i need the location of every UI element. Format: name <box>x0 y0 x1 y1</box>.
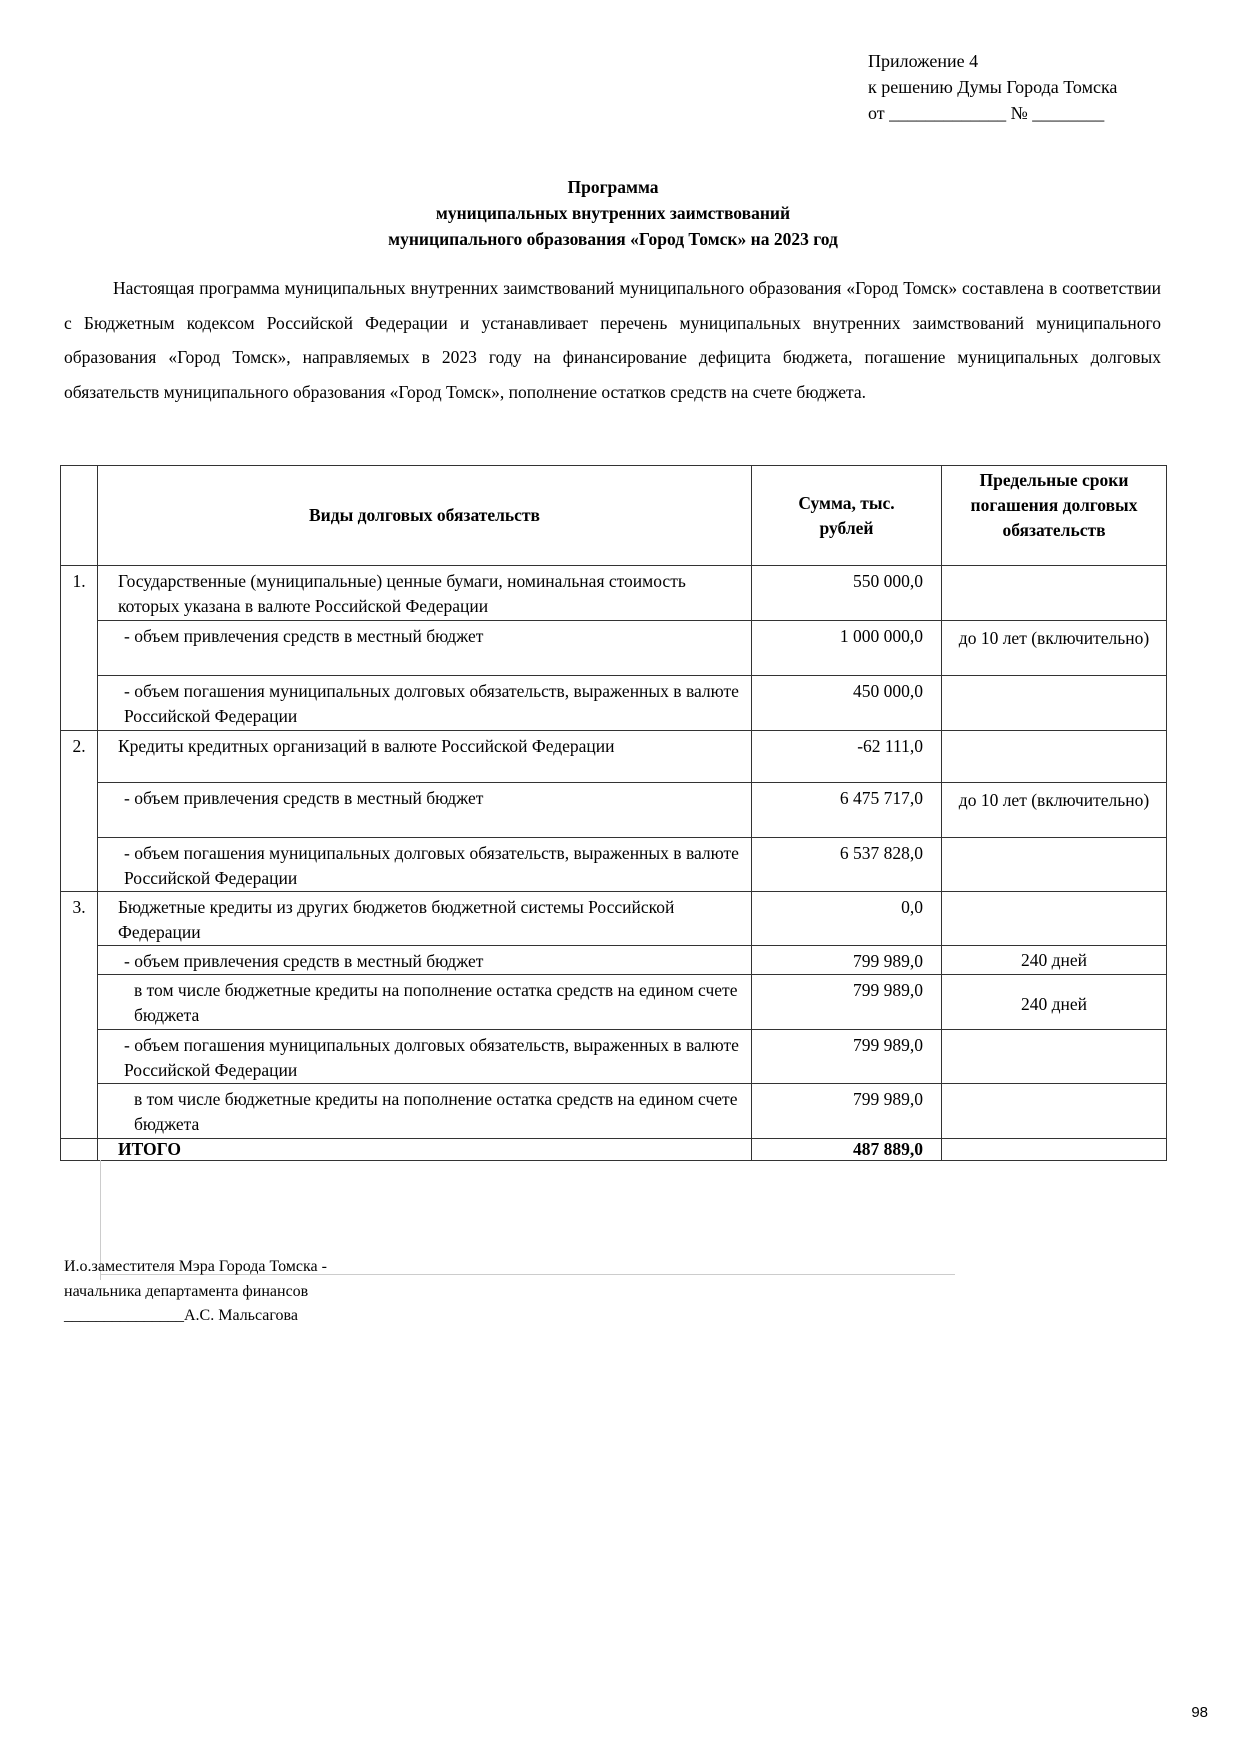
row-name: в том числе бюджетные кредиты на пополнение остатка средств на едином счете бюджета <box>98 975 752 1030</box>
row-term: до 10 лет (включительно) <box>942 783 1167 838</box>
row-name: - объем привлечения средств в местный бюджет <box>98 783 752 838</box>
table-row <box>61 783 1167 838</box>
row-sum: 550 000,0 <box>752 566 942 621</box>
row-term <box>942 676 1167 731</box>
appendix-date-number: от _____________ № ________ <box>868 103 1105 123</box>
page-number: 98 <box>1191 1704 1208 1721</box>
table-header-row <box>61 466 1167 566</box>
row-term: 240 дней <box>942 975 1167 1030</box>
row-term <box>942 731 1167 783</box>
appendix-decision: к решению Думы Города Томска <box>868 77 1118 97</box>
row-name: Государственные (муниципальные) ценные бумаги, номинальная стоимость которых указана в валюте Российской Федерации <box>98 566 752 621</box>
row-num <box>61 621 98 676</box>
table-row <box>61 1084 1167 1139</box>
document-title <box>60 174 1166 252</box>
table-row <box>61 621 1167 676</box>
title-line-1: Программа <box>567 177 659 197</box>
row-num <box>61 946 98 975</box>
table-row <box>61 676 1167 731</box>
row-name: - объем погашения муниципальных долговых обязательств, выраженных в валюте Российской Федерации <box>98 838 752 892</box>
total-label: ИТОГО <box>98 1139 752 1161</box>
appendix-header <box>868 48 1117 126</box>
row-term: до 10 лет (включительно) <box>942 621 1167 676</box>
table-row <box>61 838 1167 892</box>
row-name: Кредиты кредитных организаций в валюте Российской Федерации <box>98 731 752 783</box>
row-term <box>942 566 1167 621</box>
row-term <box>942 838 1167 892</box>
row-sum: 6 537 828,0 <box>752 838 942 892</box>
appendix-number: Приложение 4 <box>868 51 979 71</box>
signature-block <box>64 1255 327 1329</box>
row-name: - объем привлечения средств в местный бюджет <box>98 946 752 975</box>
total-term-cell <box>942 1139 1167 1161</box>
signature-position-2: начальника департамента финансов <box>64 1282 309 1300</box>
row-sum: -62 111,0 <box>752 731 942 783</box>
row-num <box>61 975 98 1030</box>
row-sum: 799 989,0 <box>752 1030 942 1084</box>
intro-paragraph: Настоящая программа муниципальных внутренних заимствований муниципального образования «Город Томск» составлена в соответствии с Бюджетным кодексом Российской Федерации и устанавливает перечень муниципальных внутренних заимствований муниципального образования «Город Томск», направляемых в 2023 году на финансирование дефицита бюджета, погашение муниципальных долговых обязательств муниципального образования «Город Томск», пополнение остатков средств на счете бюджета. <box>64 278 1161 402</box>
row-term <box>942 892 1167 946</box>
signature-name: _______________А.С. Мальсагова <box>64 1307 298 1324</box>
total-num-cell <box>61 1139 98 1161</box>
row-num: 2. <box>61 731 98 783</box>
total-sum: 487 889,0 <box>752 1139 942 1161</box>
row-sum: 799 989,0 <box>752 975 942 1030</box>
table-row <box>61 975 1167 1030</box>
row-num <box>61 1084 98 1139</box>
header-term: Предельные сроки погашения долговых обязательств <box>942 466 1167 566</box>
row-sum: 0,0 <box>752 892 942 946</box>
row-term <box>942 1030 1167 1084</box>
row-num <box>61 1030 98 1084</box>
table-row <box>61 946 1167 975</box>
header-num <box>61 466 98 566</box>
row-sum: 1 000 000,0 <box>752 621 942 676</box>
row-name: в том числе бюджетные кредиты на пополнение остатка средств на едином счете бюджета <box>98 1084 752 1139</box>
row-sum: 799 989,0 <box>752 946 942 975</box>
borrowings-table <box>60 465 1167 1161</box>
row-name: - объем погашения муниципальных долговых обязательств, выраженных в валюте Российской Федерации <box>98 676 752 731</box>
row-sum: 799 989,0 <box>752 1084 942 1139</box>
row-name: Бюджетные кредиты из других бюджетов бюджетной системы Российской Федерации <box>98 892 752 946</box>
row-term: 240 дней <box>942 946 1167 975</box>
header-obligation-type: Виды долговых обязательств <box>98 466 752 566</box>
row-num: 1. <box>61 566 98 621</box>
table-total-row <box>61 1139 1167 1161</box>
row-sum: 450 000,0 <box>752 676 942 731</box>
row-name: - объем погашения муниципальных долговых обязательств, выраженных в валюте Российской Федерации <box>98 1030 752 1084</box>
row-num <box>61 676 98 731</box>
table-row <box>61 892 1167 946</box>
table-row <box>61 1030 1167 1084</box>
row-term <box>942 1084 1167 1139</box>
title-line-2: муниципальных внутренних заимствований <box>435 203 791 223</box>
row-num <box>61 838 98 892</box>
signature-position-1: И.о.заместителя Мэра Города Томска - <box>64 1258 327 1275</box>
title-line-3: муниципального образования «Город Томск» на 2023 год <box>388 229 838 249</box>
row-num <box>61 783 98 838</box>
row-sum: 6 475 717,0 <box>752 783 942 838</box>
header-sum: Сумма, тыс. рублей <box>752 466 942 566</box>
table-row <box>61 731 1167 783</box>
row-name: - объем привлечения средств в местный бюджет <box>98 621 752 676</box>
table-row <box>61 566 1167 621</box>
row-num: 3. <box>61 892 98 946</box>
